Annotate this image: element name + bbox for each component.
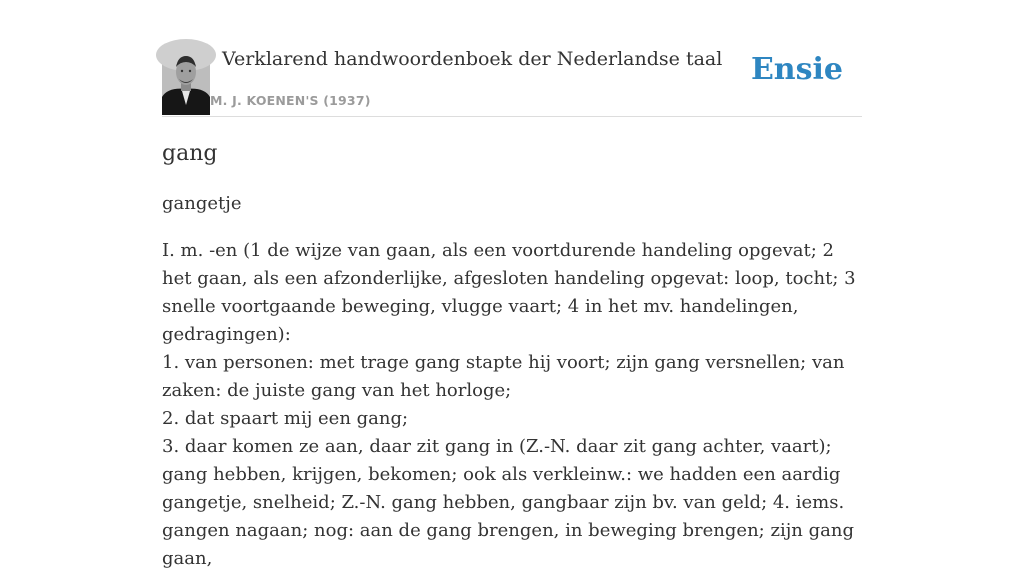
entry-variant: gangetje [162,193,242,214]
dictionary-subtitle: Verklarend handwoordenboek der Nederlandse taal [222,48,723,70]
author-portrait-image [162,47,210,115]
entry-headword: gang [162,141,218,166]
dictionary-author: M. J. KOENEN'S (1937) [210,93,371,108]
definition-line: 1. van personen: met trage gang stapte hij voort; zijn gang versnellen; van zaken: de juiste gang van het horloge; [162,352,845,401]
ensie-logo-link[interactable]: Ensie [750,52,843,87]
definition-line: I. m. -en (1 de wijze van gaan, als een voortdurende handeling opgevat; 2 het gaan, als een afzonderlijke, afgesloten handeling opgevat: loop, tocht; 3 snelle voortgaande beweging, vlugge vaart; 4 in het mv. handelingen, gedragingen): [162,240,856,345]
entry-content [162,138,862,573]
header [162,46,862,117]
definition-line: 3. daar komen ze aan, daar zit gang in (Z.-N. daar zit gang achter, vaart); gang hebben, krijgen, bekomen; ook als verkleinw.: we hadden een aardig gangetje, snelheid; Z.-N. gang hebben, gangbaar zijn bv. van geld; 4. iems. gangen nagaan; nog: aan de gang brengen, in beweging brengen; zijn gang gaan, [162,436,854,569]
entry-definition [162,237,862,573]
definition-line: 2. dat spaart mij een gang; [162,408,409,429]
author-portrait [162,47,210,115]
